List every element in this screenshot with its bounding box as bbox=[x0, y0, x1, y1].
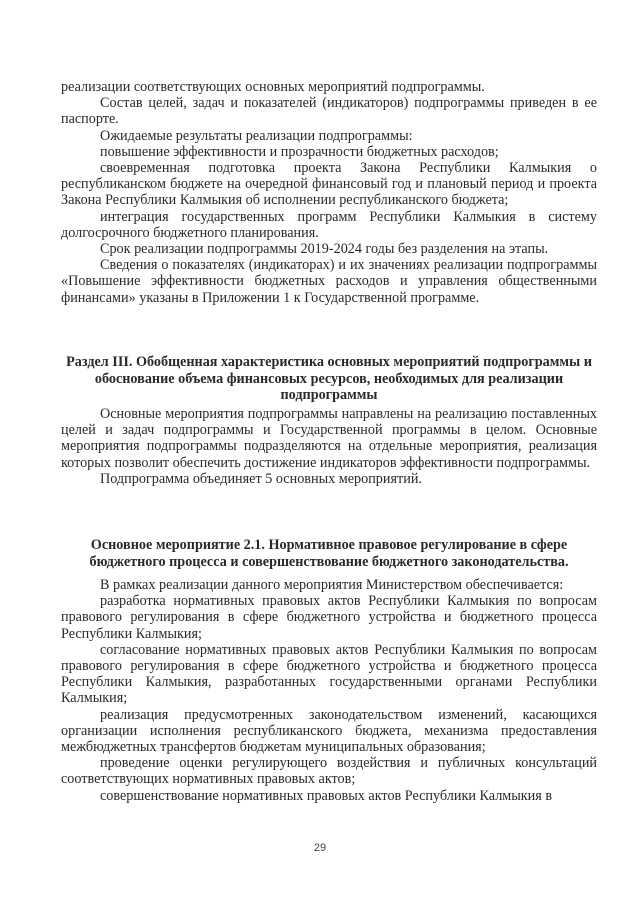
intro-paragraphs bbox=[61, 79, 597, 306]
paragraph: В рамках реализации данного мероприятия Министерством обеспечивается: bbox=[100, 577, 564, 593]
paragraph: Основные мероприятия подпрограммы направлены на реализацию поставленных целей и задач подпрограммы и Государственной программы в целом. Основные мероприятия подпрограммы подразделяются на отдельные мероприятия, реализация которых позволит обеспечить достижение индикаторов эффективности подпрограммы. bbox=[61, 406, 597, 471]
measure-heading-block bbox=[61, 537, 597, 570]
measure-paragraphs bbox=[61, 577, 597, 804]
paragraph: проведение оценки регулирующего воздействия и публичных консультаций соответствующих нормативных правовых актов; bbox=[61, 755, 597, 788]
paragraph: реализации соответствующих основных мероприятий подпрограммы. bbox=[61, 79, 485, 95]
paragraph: совершенствование нормативных правовых актов Республики Калмыкия в bbox=[100, 787, 553, 804]
page-number: 29 bbox=[313, 842, 327, 854]
paragraph: повышение эффективности и прозрачности бюджетных расходов; bbox=[100, 143, 499, 160]
paragraph: Подпрограмма объединяет 5 основных мероприятий. bbox=[100, 470, 422, 487]
paragraph: согласование нормативных правовых актов Республики Калмыкия по вопросам правового регулирования в сфере бюджетного устройства и бюджетного процесса Республики Калмыкия, разработанных государственными органами Республики Калмыкия; bbox=[61, 641, 597, 707]
section-3-heading-block bbox=[61, 354, 597, 404]
section-3-paragraphs bbox=[61, 406, 597, 487]
paragraph: своевременная подготовка проекта Закона Республики Калмыкия о республиканском бюджете на очередной финансовый год и плановый период и проекта Закона Республики Калмыкия об исполнении республиканского бюджета; bbox=[61, 160, 597, 209]
paragraph: Ожидаемые результаты реализации подпрограммы: bbox=[100, 127, 413, 144]
paragraph: Сведения о показателях (индикаторах) и их значениях реализации подпрограммы «Повышение эффективности бюджетных расходов и управления общественными финансами» указаны в Приложении 1 к Государственной программе. bbox=[61, 257, 597, 306]
section-heading: Раздел III. Обобщенная характеристика основных мероприятий подпрограммы и обоснование объема финансовых ресурсов, необходимых для реализации подпрограммы bbox=[66, 354, 592, 404]
paragraph: Состав целей, задач и показателей (индикаторов) подпрограммы приведен в ее паспорте. bbox=[61, 95, 597, 128]
paragraph: реализация предусмотренных законодательством изменений, касающихся организации исполнения республиканского бюджета, механизма предоставления межбюджетных трансфертов бюджетам муниципальных образования; bbox=[61, 706, 597, 756]
paragraph: интеграция государственных программ Республики Калмыкия в систему долгосрочного бюджетного планирования. bbox=[61, 208, 597, 241]
measure-heading: Основное мероприятие 2.1. Нормативное правовое регулирование в сфере бюджетного процесса и совершенствование бюджетного законодательства. bbox=[89, 537, 569, 570]
paragraph: Срок реализации подпрограммы 2019-2024 годы без разделения на этапы. bbox=[100, 241, 549, 258]
paragraph: разработка нормативных правовых актов Республики Калмыкия по вопросам правового регулирования в сфере бюджетного устройства и бюджетного процесса Республики Калмыкия; bbox=[61, 593, 597, 642]
